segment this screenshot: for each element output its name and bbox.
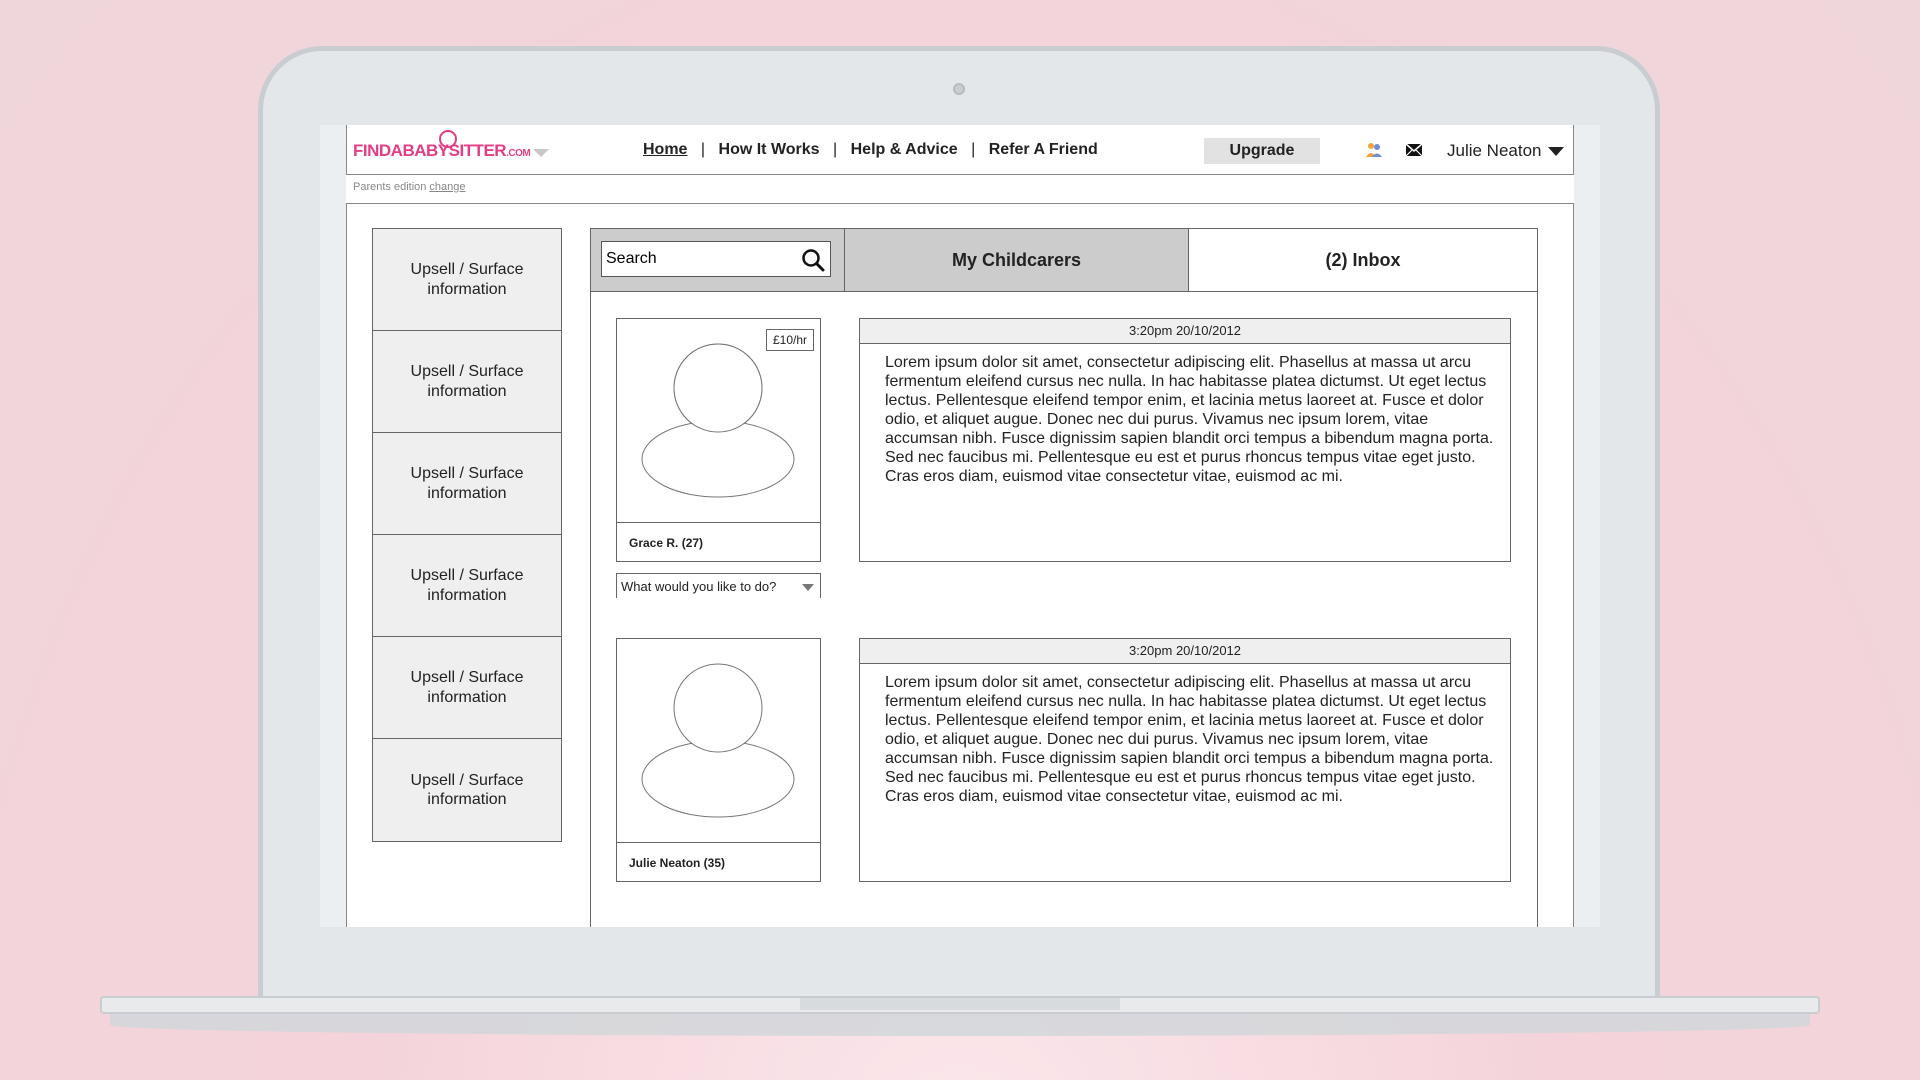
people-icon[interactable] [1365, 142, 1383, 158]
message-body: Lorem ipsum dolor sit amet, consectetur adipiscing elit. Phasellus at massa ut arcu fermentum eleifend cursus nec nulla. In hac habitasse platea dictumst. Ut eget lectus lectus. Pellentesque eleifend tempor enim, et lacinia metus laoreet at. Fusce et dolor odio, et aliquet augue. Donec nec dui purus. Vivamus nec ipsum lorem, vitae accumsan nibh. Fusce dignissim sapien blandit orci tempus a bibendum magna porta. Sed nec faucibus mi. Pellentesque eu est et purus rhoncus tempus vitae eget justo. Cras eros diam, euismod vitae consectetur vitae, euismod ac mi. [885, 354, 1494, 485]
edition-text: Parents edition [353, 181, 427, 193]
logo-text: FINDABABYSITTER [353, 141, 507, 160]
search-input[interactable] [601, 241, 831, 277]
message-timestamp: 3:20pm 20/10/2012 [860, 639, 1510, 664]
main-nav [643, 141, 1107, 159]
search-icon[interactable] [801, 248, 825, 272]
tabs-row [591, 229, 1537, 292]
message-bubble[interactable] [859, 318, 1511, 562]
nav-separator: | [833, 141, 838, 158]
search-area [591, 229, 845, 291]
profile-name[interactable]: Grace R. (27) [617, 522, 820, 561]
message-body: Lorem ipsum dolor sit amet, consectetur adipiscing elit. Phasellus at massa ut arcu fermentum eleifend cursus nec nulla. In hac habitasse platea dictumst. Ut eget lectus lectus. Pellentesque eleifend tempor enim, et lacinia metus laoreet at. Fusce et dolor odio, et aliquet augue. Donec nec dui purus. Vivamus nec ipsum lorem, vitae accumsan nibh. Fusce dignissim sapien blandit orci tempus a bibendum magna porta. Sed nec faucibus mi. Pellentesque eu est et purus rhoncus tempus vitae eget justo. Cras eros diam, euismod vitae consectetur vitae, euismod ac mi. [885, 674, 1494, 805]
user-name: Julie Neaton [1447, 141, 1542, 160]
upsell-box[interactable]: Upsell / Surface information [373, 229, 561, 331]
nav-help-advice-link[interactable]: Help & Advice [850, 141, 958, 158]
action-dropdown-value: What would you like to do? [621, 579, 777, 594]
nav-home-link[interactable]: Home [643, 141, 688, 158]
baby-icon [439, 130, 457, 148]
chevron-down-icon[interactable] [533, 149, 549, 157]
nav-how-it-works-link[interactable]: How It Works [718, 141, 820, 158]
upsell-box[interactable]: Upsell / Surface information [373, 739, 561, 841]
action-dropdown[interactable] [616, 573, 821, 598]
upgrade-button[interactable]: Upgrade [1204, 138, 1320, 164]
tab-inbox[interactable]: (2) Inbox [1189, 229, 1537, 291]
inbox-panel [590, 228, 1538, 927]
tab-my-childcarers[interactable]: My Childcarers [845, 229, 1189, 291]
edition-change-link[interactable]: change [429, 181, 466, 193]
message-timestamp: 3:20pm 20/10/2012 [860, 319, 1510, 344]
upsell-box[interactable]: Upsell / Surface information [373, 331, 561, 433]
caret-down-icon [1548, 147, 1564, 156]
sidebar [372, 228, 562, 842]
laptop-shadow [110, 1014, 1810, 1036]
screen [320, 125, 1600, 927]
profile-card[interactable] [616, 318, 821, 562]
upsell-box[interactable]: Upsell / Surface information [373, 433, 561, 535]
profile-card[interactable] [616, 638, 821, 882]
upsell-box[interactable]: Upsell / Surface information [373, 535, 561, 637]
profile-name[interactable]: Julie Neaton (35) [617, 842, 820, 881]
avatar [617, 639, 820, 842]
nav-separator: | [971, 141, 976, 158]
camera-dot [953, 83, 965, 95]
user-menu[interactable] [1447, 141, 1564, 161]
nav-refer-friend-link[interactable]: Refer A Friend [988, 141, 1098, 158]
top-navigation-bar [346, 125, 1574, 175]
laptop-notch [800, 998, 1120, 1010]
upsell-box[interactable]: Upsell / Surface information [373, 637, 561, 739]
chevron-down-icon [802, 584, 814, 591]
rate-badge: £10/hr [766, 329, 814, 351]
logo-suffix: .COM [506, 148, 531, 159]
message-bubble[interactable] [859, 638, 1511, 882]
nav-separator: | [700, 141, 706, 158]
edition-label [353, 181, 465, 193]
mail-icon[interactable] [1405, 142, 1423, 158]
app-window [346, 125, 1574, 927]
